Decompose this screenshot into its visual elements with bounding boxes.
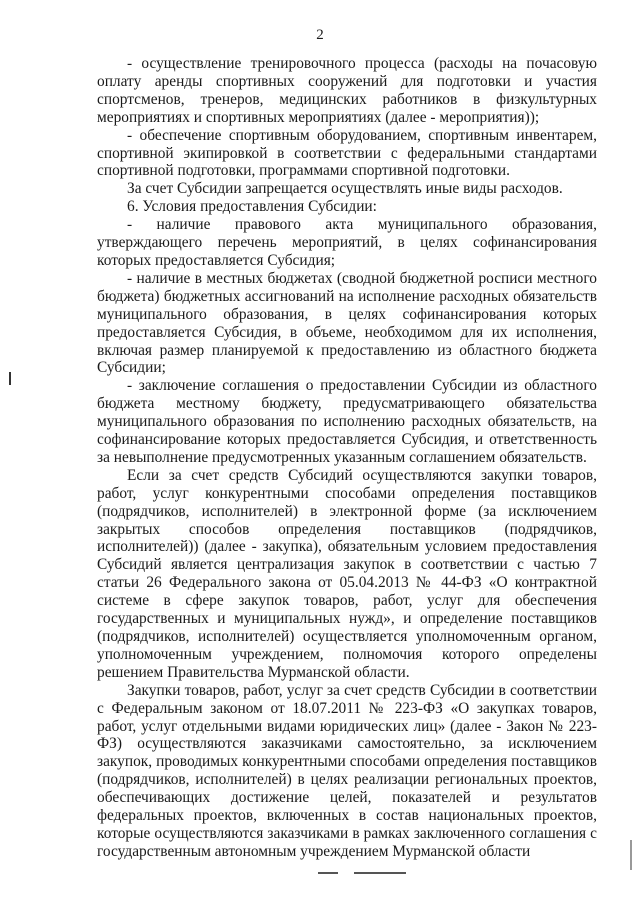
paragraph-procurement-223fz: Закупки товаров, работ, услуг за счет средств Субсидии в соответствии с Федеральным законом от 18.07.2011 № 223-ФЗ «О закупках товаров, работ, услуг отдельными видами юридических лиц» (далее - Закон № 223-ФЗ) осуществляются заказчиками самостоятельно, за исключением закупок, проводимых конкурентными способами определения поставщиков (подрядчиков, исполнителей) в целях реализации региональных проектов, обеспечивающих достижение целей, показателей и результатов федеральных проектов, включенных в состав национальных проектов, которые осуществляются заказчиками в рамках заключенного соглашения с государственным автономным учреждением Мурманской области <box>97 681 597 860</box>
document-body <box>97 55 597 861</box>
paragraph-equipment-provision: - обеспечение спортивным оборудованием, спортивным инвентарем, спортивной экипировкой в соответствии с федеральными стандартами спортивной подготовки, программами спортивной подготовки. <box>97 126 597 180</box>
paragraph-budget-allocation-condition: - наличие в местных бюджетах (сводной бюджетной росписи местного бюджета) бюджетных ассигнований на исполнение расходных обязательств муниципального образования, в целях софинансирования которых предоставляется Субсидия, в объеме, необходимом для их исполнения, включая размер планируемой к предоставлению из областного бюджета Субсидии; <box>97 269 597 377</box>
paragraph-legal-act-condition: - наличие правового акта муниципального образования, утверждающего перечень мероприятий, в целях софинансирования которых предоставляется Субсидия; <box>97 216 597 269</box>
footer-rule <box>318 872 408 874</box>
paragraph-agreement-condition: - заключение соглашения о предоставлении Субсидии из областного бюджета местному бюджету, предусматривающего обязательства муниципального образования по исполнению расходных обязательств, на софинансирование которых предоставляется Субсидия, и ответственность за невыполнение предусмотренных указанным соглашением обязательств. <box>97 377 597 466</box>
paragraph-training-expenses: - осуществление тренировочного процесса (расходы на почасовую оплату аренды спортивных сооружений для подготовки и участия спортсменов, тренеров, медицинских работников в физкультурных мероприятиях и спортивных мероприятиях (далее - мероприятия)); <box>97 55 597 126</box>
section-heading-conditions: 6. Условия предоставления Субсидии: <box>127 198 377 216</box>
paragraph-procurement-centralization: Если за счет средств Субсидий осуществляются закупки товаров, работ, услуг конкурентными способами определения поставщиков (подрядчиков, исполнителей) в электронной форме (за исключением закрытых способов определения поставщиков (подрядчиков, исполнителей)) (далее - закупка), обязательным условием предоставления Субсидий является централизация закупок в соответствии с частью 7 статьи 26 Федерального закона от 05.04.2013 № 44-ФЗ «О контрактной системе в сфере закупок товаров, работ, услуг для обеспечения государственных и муниципальных нужд», и определение поставщиков (подрядчиков, исполнителей) осуществляется уполномоченным органом, уполномоченным учреждением, полномочия которого определены решением Правительства Мурманской области. <box>97 466 597 681</box>
paragraph-prohibited-expenses: За счет Субсидии запрещается осуществлять иные виды расходов. <box>127 180 563 198</box>
edge-mark <box>630 840 632 870</box>
page-number: 2 <box>316 27 324 43</box>
margin-mark <box>9 372 11 385</box>
